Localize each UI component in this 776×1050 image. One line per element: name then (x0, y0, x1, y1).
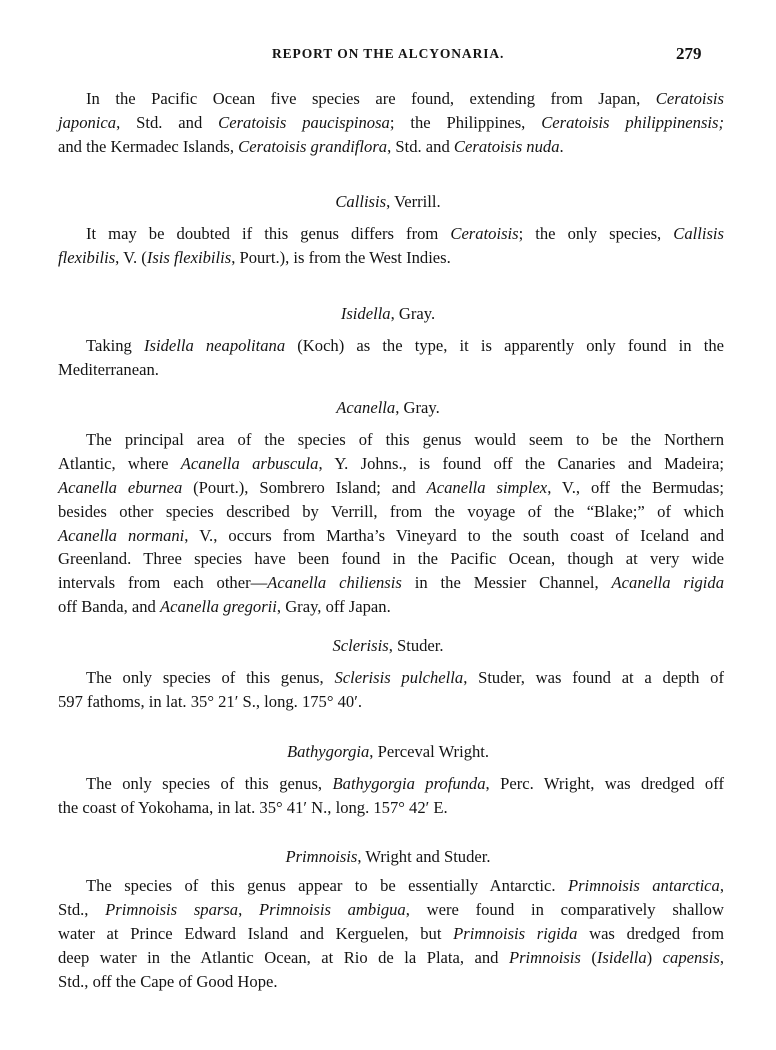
text-run: was dredged from (577, 923, 725, 943)
text-run: Greenland. Three species have been found in the Pacific Ocean, though at very wide (58, 549, 724, 569)
text-line (58, 452, 724, 476)
page-number: 279 (676, 44, 702, 63)
text-line (58, 898, 724, 922)
text-run: The principal area of the species of this genus would seem to be the Northern (86, 430, 724, 449)
italic-text: Acanella simplex (426, 477, 548, 497)
italic-text: Primnoisis sparsa (105, 899, 239, 919)
text-run: It may be doubted if this genus differs from (86, 224, 451, 243)
genus-heading-primnoisis (0, 845, 776, 869)
text-run: , Pourt.), is from the West Indies. (231, 247, 451, 267)
text-line (58, 922, 724, 946)
text-line (58, 970, 724, 994)
italic-text: Ceratoisis (655, 89, 724, 108)
genus-author: , Gray. (390, 304, 436, 323)
text-line (58, 874, 724, 898)
text-run: in the Messier Channel, (401, 573, 612, 593)
text-run: and the Kermadec Islands, (58, 136, 239, 156)
genus-heading-callisis (0, 190, 776, 214)
italic-text: Acanella chiliensis (267, 573, 402, 593)
text-line (58, 796, 724, 820)
italic-text: Isis flexibilis (146, 247, 232, 267)
italic-text: Primnoisis (508, 947, 581, 967)
text-run: The species of this genus appear to be essentially Antarctic. (86, 876, 568, 895)
italic-text: Ceratoisis philippinensis; (541, 112, 724, 132)
text-run: deep water in the Atlantic Ocean, at Rio de la Plata, and (58, 947, 509, 967)
italic-text: Acanella eburnea (58, 477, 183, 497)
text-run: . (559, 136, 564, 156)
genus-name: Bathygorgia (286, 742, 370, 761)
italic-text: Primnoisis antarctica (567, 876, 720, 895)
text-run: the coast of Yokohama, in lat. 35° 41′ N., long. 157° 42′ E. (58, 797, 448, 817)
italic-text: Isidella neapolitana (143, 336, 286, 355)
text-line (58, 358, 724, 382)
italic-text: flexibilis (58, 247, 116, 267)
italic-text: Bathygorgia profunda (332, 774, 486, 793)
text-run: (Koch) as the type, it is apparently only found in the (285, 336, 724, 355)
italic-text: Ceratoisis (450, 224, 519, 243)
genus-author: , Studer. (388, 636, 444, 655)
text-run: , (719, 876, 724, 895)
text-run: intervals from each other— (58, 573, 268, 593)
italic-text: Acanella normani (58, 525, 185, 545)
text-run: , (238, 899, 259, 919)
genus-author: , Gray. (395, 398, 440, 417)
genus-name: Primnoisis (285, 847, 358, 866)
text-run: In the Pacific Ocean five species are found, extending from Japan, (86, 89, 656, 108)
text-run: , Gray, off Japan. (276, 597, 391, 617)
text-run: water at Prince Edward Island and Kerguelen, but (58, 923, 454, 943)
paragraph-acanella (58, 428, 724, 619)
text-line (58, 500, 724, 524)
italic-text: Ceratoisis grandiflora (238, 136, 388, 156)
paragraph-pacific-species (58, 87, 724, 159)
text-line (58, 524, 724, 548)
text-line (58, 222, 724, 246)
text-run: , (719, 947, 724, 967)
paragraph-isidella (58, 334, 724, 382)
text-run: Std., off the Cape of Good Hope. (58, 971, 278, 991)
italic-text: Sclerisis pulchella (334, 668, 464, 687)
text-run: ; the Philippines, (389, 112, 542, 132)
italic-text: Primnoisis rigida (453, 923, 578, 943)
text-run: ( (580, 947, 597, 967)
genus-name: Isidella (340, 304, 391, 323)
paragraph-bathygorgia (58, 772, 724, 820)
text-run: off Banda, and (58, 597, 160, 617)
genus-author: , Wright and Studer. (357, 847, 491, 866)
italic-text: Isidella (596, 947, 647, 967)
text-line (58, 246, 724, 270)
text-run: 597 fathoms, in lat. 35° 21′ S., long. 175° 40′. (58, 691, 363, 711)
text-line (58, 428, 724, 452)
italic-text: Acanella arbuscula (180, 453, 319, 473)
text-run: Atlantic, where (58, 453, 181, 473)
text-run: , Perc. Wright, was dredged off (485, 774, 724, 793)
text-line (58, 87, 724, 111)
italic-text: Callisis (673, 224, 724, 243)
text-line (58, 135, 724, 159)
italic-text: Ceratoisis paucispinosa (218, 112, 390, 132)
genus-name: Acanella (336, 398, 396, 417)
text-line (58, 476, 724, 500)
paragraph-callisis (58, 222, 724, 270)
genus-name: Callisis (335, 192, 387, 211)
genus-heading-isidella (0, 302, 776, 326)
text-line (58, 334, 724, 358)
text-run: Mediterranean. (58, 359, 159, 379)
text-line (58, 571, 724, 595)
text-run: Taking (86, 336, 144, 355)
text-line (58, 595, 724, 619)
text-run: The only species of this genus, (86, 668, 335, 687)
text-run: ) (646, 947, 663, 967)
text-run: , Y. Johns., is found off the Canaries and Madeira; (318, 453, 724, 473)
genus-author: , Perceval Wright. (369, 742, 490, 761)
text-run: The only species of this genus, (86, 774, 333, 793)
genus-author: , Verrill. (386, 192, 441, 211)
text-line (58, 111, 724, 135)
genus-heading-acanella (0, 396, 776, 420)
text-line (58, 666, 724, 690)
genus-heading-sclerisis (0, 634, 776, 658)
text-run: , Studer, was found at a depth of (463, 668, 724, 687)
paragraph-sclerisis (58, 666, 724, 714)
text-run: Std., (58, 899, 106, 919)
italic-text: Acanella gregorii (160, 597, 277, 617)
text-run: , V., off the Bermudas; (547, 477, 724, 497)
italic-text: Acanella rigida (611, 573, 724, 593)
text-run: besides other species described by Verrill, from the voyage of the “Blake;” of which (58, 501, 724, 521)
text-line (58, 547, 724, 571)
italic-text: Ceratoisis nuda (453, 136, 560, 156)
text-run: , V. ( (115, 247, 147, 267)
italic-text: japonica (58, 112, 117, 132)
text-run: , were found in comparatively shallow (405, 899, 724, 919)
text-run: , Std. and (387, 136, 454, 156)
genus-name: Sclerisis (332, 636, 389, 655)
text-line (58, 690, 724, 714)
text-run: , V., occurs from Martha’s Vineyard to the south coast of Iceland and (184, 525, 724, 545)
text-run: , Std. and (116, 112, 219, 132)
text-run: ; the only species, (518, 224, 674, 243)
text-run: (Pourt.), Sombrero Island; and (182, 477, 427, 497)
text-line (58, 946, 724, 970)
running-title: REPORT ON THE ALCYONARIA. (272, 46, 505, 61)
text-line (58, 772, 724, 796)
italic-text: Primnoisis ambigua (258, 899, 406, 919)
italic-text: capensis (662, 947, 720, 967)
paragraph-primnoisis (58, 874, 724, 993)
genus-heading-bathygorgia (0, 740, 776, 764)
